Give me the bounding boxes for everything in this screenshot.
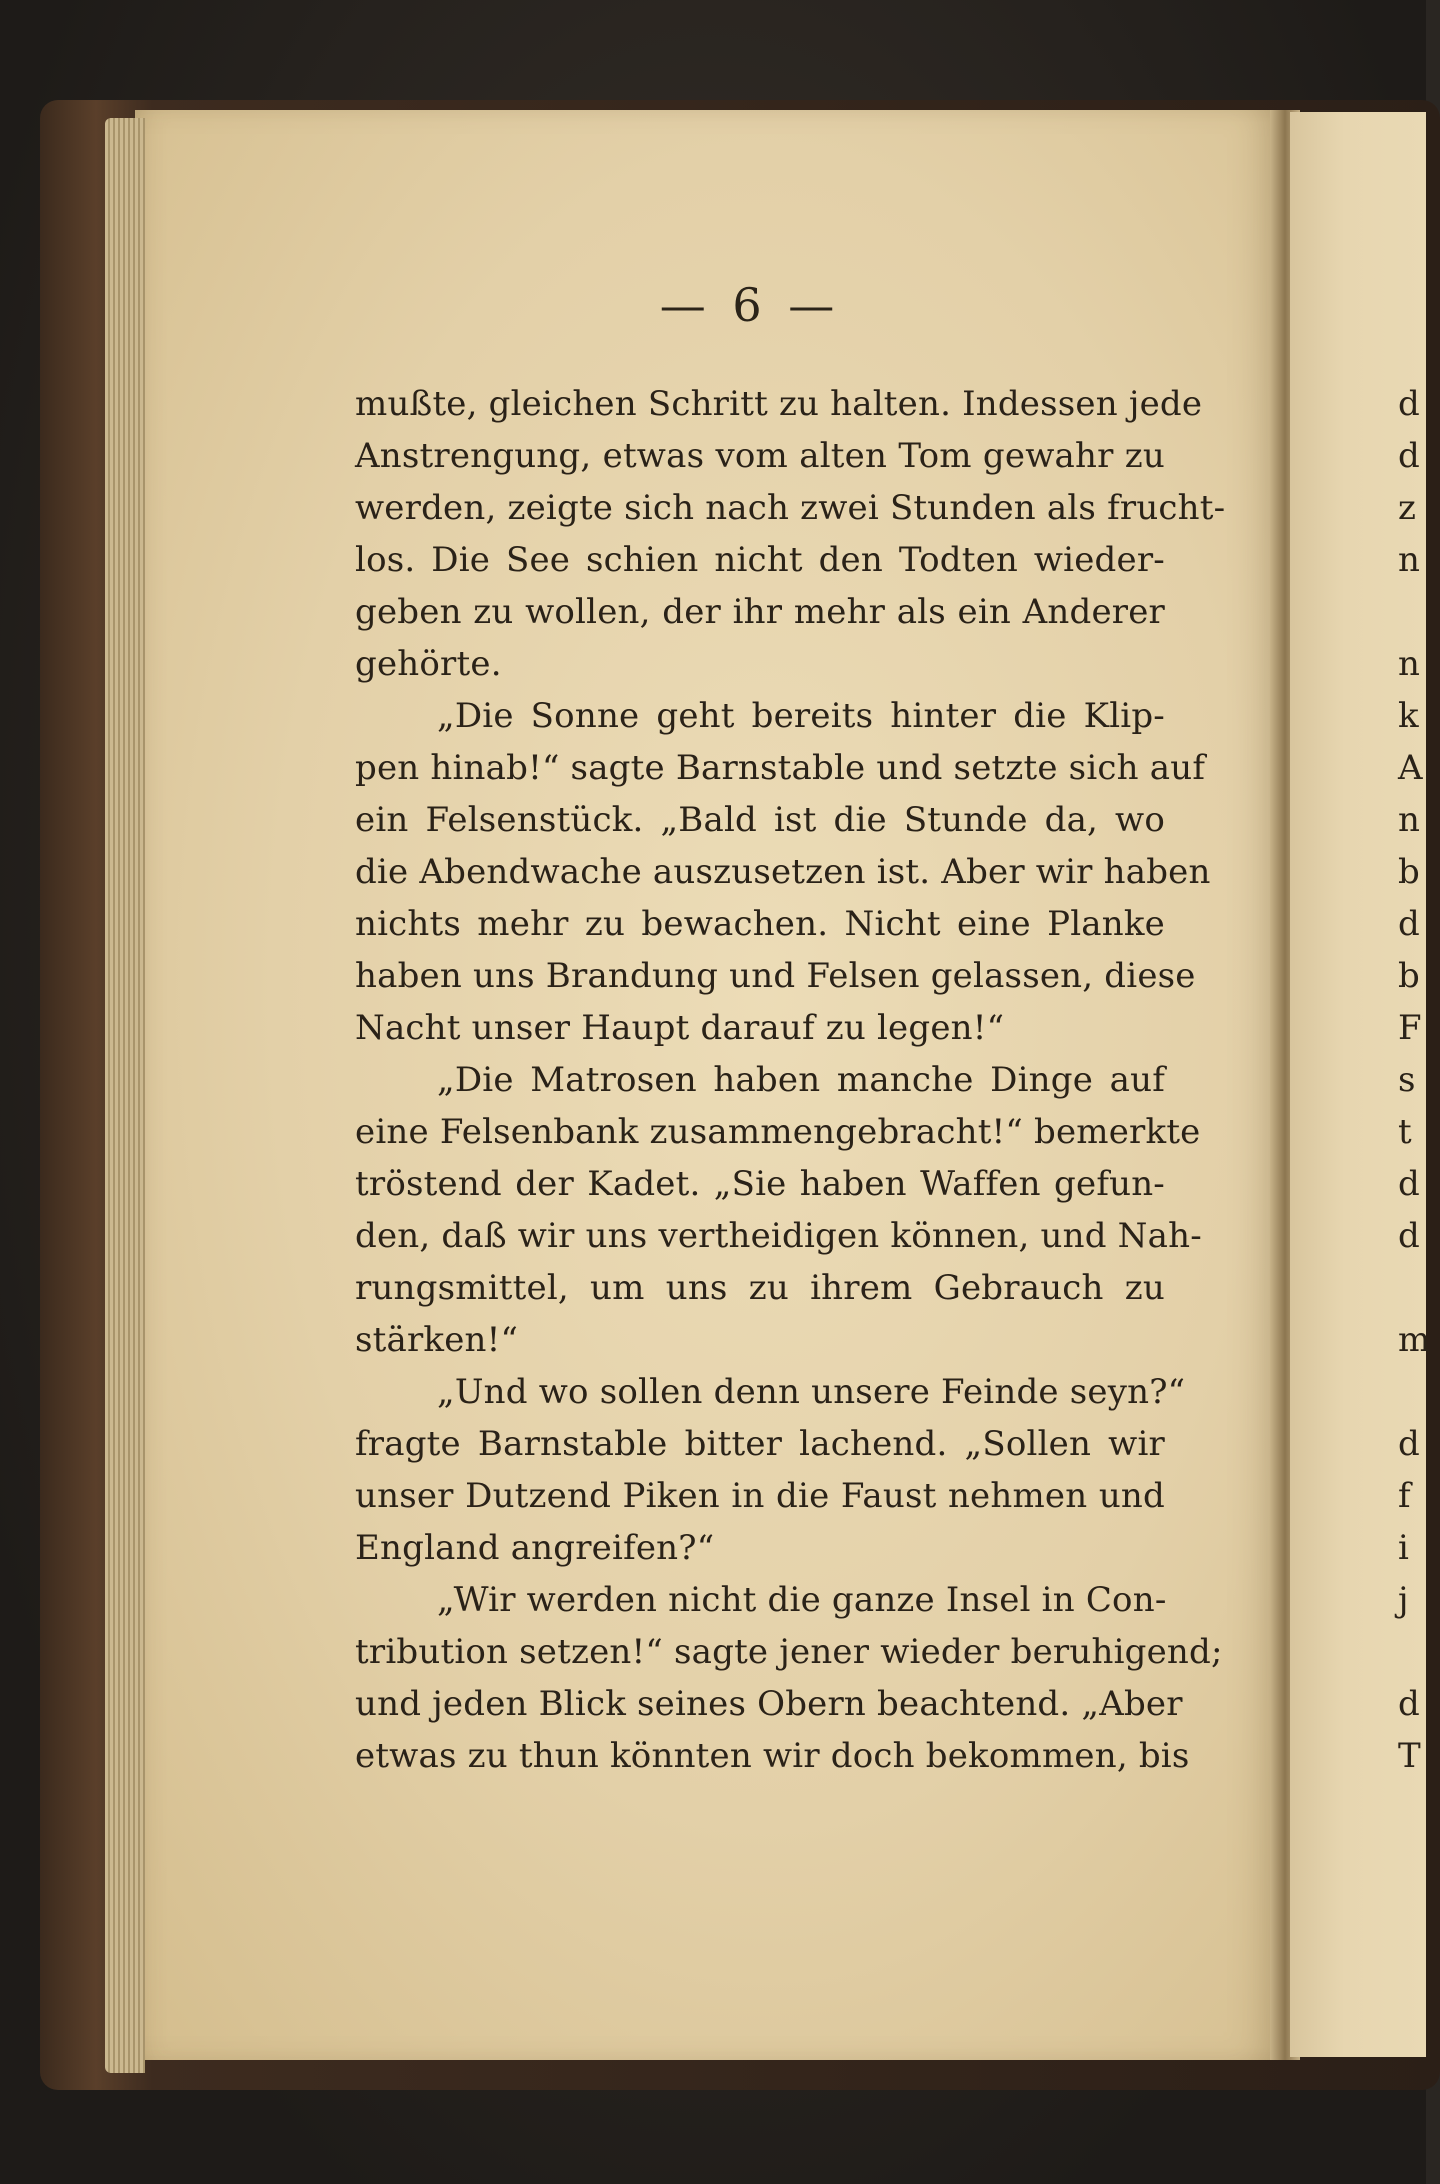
- text-line: stärken!“: [355, 1320, 519, 1360]
- text-line: ein Felsenstück. „Bald ist die Stunde da, wo: [355, 800, 1165, 840]
- facing-page-fragment: k: [1398, 696, 1419, 736]
- text-line: mußte, gleichen Schritt zu halten. Indessen jede: [355, 384, 1203, 424]
- facing-page-fragment: t: [1398, 1112, 1412, 1152]
- text-line: pen hinab!“ sagte Barnstable und setzte sich auf: [355, 748, 1206, 788]
- facing-page-fragment: [1398, 586, 1426, 638]
- text-line: unser Dutzend Piken in die Faust nehmen und: [355, 1476, 1165, 1516]
- facing-page-fragment: z: [1398, 488, 1416, 528]
- text-line: „Die Matrosen haben manche Dinge auf: [437, 1060, 1165, 1100]
- text-line: eine Felsenbank zusammengebracht!“ bemerkte: [355, 1112, 1201, 1152]
- facing-page-fragment: d: [1398, 384, 1420, 424]
- facing-page-fragment: [1398, 1366, 1426, 1418]
- facing-page-fragment: n: [1398, 800, 1420, 840]
- facing-page-fragment: f: [1398, 1476, 1411, 1516]
- facing-page-fragment: m: [1398, 1320, 1431, 1360]
- text-line: los. Die See schien nicht den Todten wieder-: [355, 540, 1165, 580]
- facing-page-fragment: n: [1398, 540, 1420, 580]
- facing-page-fragment: T: [1398, 1736, 1421, 1776]
- facing-page-fragment: d: [1398, 1684, 1420, 1724]
- facing-page-fragment: i: [1398, 1528, 1409, 1568]
- text-line: tribution setzen!“ sagte jener wieder beruhigend;: [355, 1632, 1223, 1672]
- facing-page-fragment: [1398, 1626, 1426, 1678]
- facing-page-fragment: b: [1398, 956, 1420, 996]
- text-line: Anstrengung, etwas vom alten Tom gewahr zu: [355, 436, 1165, 476]
- facing-page-fragment: d: [1398, 436, 1420, 476]
- facing-page-fragment: j: [1398, 1580, 1409, 1620]
- text-line: den, daß wir uns vertheidigen können, und Nah-: [355, 1216, 1202, 1256]
- facing-page-fragment: d: [1398, 904, 1420, 944]
- text-line: rungsmittel, um uns zu ihrem Gebrauch zu: [355, 1268, 1165, 1308]
- facing-page-fragment: s: [1398, 1060, 1416, 1100]
- facing-page-fragment: d: [1398, 1216, 1420, 1256]
- text-line: etwas zu thun könnten wir doch bekommen, bis: [355, 1736, 1190, 1776]
- facing-page-fragment: d: [1398, 1164, 1420, 1204]
- text-line: „Wir werden nicht die ganze Insel in Con-: [437, 1580, 1167, 1620]
- facing-page-fragment: A: [1398, 748, 1423, 788]
- text-line: und jeden Blick seines Obern beachtend. „Aber: [355, 1684, 1183, 1724]
- page-number: — 6 —: [659, 278, 841, 332]
- facing-page-fragment: [1398, 1262, 1426, 1314]
- facing-page-fragment: n: [1398, 644, 1420, 684]
- text-line: geben zu wollen, der ihr mehr als ein Anderer: [355, 592, 1165, 632]
- text-line: „Und wo sollen denn unsere Feinde seyn?“: [437, 1372, 1186, 1412]
- text-line: tröstend der Kadet. „Sie haben Waffen gefun-: [355, 1164, 1165, 1204]
- text-line: Nacht unser Haupt darauf zu legen!“: [355, 1008, 1005, 1048]
- facing-page-fragment: b: [1398, 852, 1420, 892]
- text-line: werden, zeigte sich nach zwei Stunden als frucht-: [355, 488, 1226, 528]
- body-text: [355, 378, 1226, 1782]
- page-edges: [105, 118, 145, 2073]
- text-line: haben uns Brandung und Felsen gelassen, diese: [355, 956, 1196, 996]
- text-line: fragte Barnstable bitter lachend. „Sollen wir: [355, 1424, 1165, 1464]
- facing-page-fragment: F: [1398, 1008, 1422, 1048]
- facing-page-text: [1398, 378, 1431, 1782]
- text-line: nichts mehr zu bewachen. Nicht eine Planke: [355, 904, 1165, 944]
- text-line: „Die Sonne geht bereits hinter die Klip-: [437, 696, 1165, 736]
- text-line: die Abendwache auszusetzen ist. Aber wir haben: [355, 852, 1211, 892]
- text-line: gehörte.: [355, 644, 502, 684]
- facing-page-fragment: d: [1398, 1424, 1420, 1464]
- text-line: England angreifen?“: [355, 1528, 715, 1568]
